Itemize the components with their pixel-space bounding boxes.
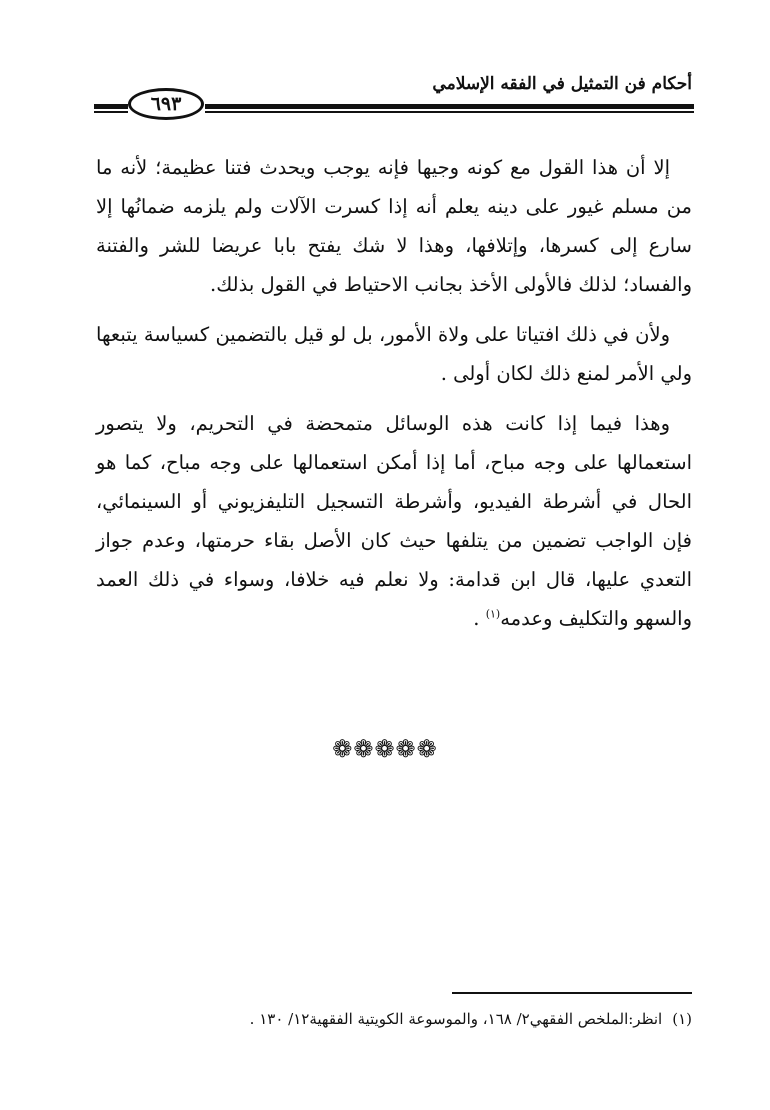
footnote-reference[interactable]: (١) (485, 607, 501, 621)
paragraph-text: وهذا فيما إذا كانت هذه الوسائل متمحضة في التحريم، ولا يتصور استعمالها على وجه مباح، أما إذا أمكن استعمالها على وجه مباح، كما هو الحال في أشرطة الفيديو، وأشرطة التسجيل التليفزيوني أو السينمائي، فإن الواجب تضمين من يتلفها حيث كان الأصل بقاء حرمتها، وعدم جواز التعدي عليها، قال ابن قدامة: ولا نعلم فيه خلافا، وسواء في ذلك العمد والسهو والتكليف وعدمه (96, 412, 692, 630)
paragraph (96, 404, 692, 638)
paragraph: إلا أن هذا القول مع كونه وجيها فإنه يوجب ويحدث فتنا عظيمة؛ لأنه ما من مسلم غيور على دينه يعلم أنه إذا كسرت الآلات ولم يلزمه ضمانُها إلا سارع إلى كسرها، وإتلافها، وهذا لا شك يفتح بابا عريضا للشر والفتنة والفساد؛ لذلك فالأولى الأخذ بجانب الاحتياط في القول بذلك. (96, 156, 692, 296)
footnote (150, 1010, 692, 1028)
footnote-separator (452, 992, 692, 994)
header-rule-thin (205, 111, 694, 113)
header-rule-left-thick (94, 104, 128, 109)
page-number: ٦٩٣ (128, 88, 204, 120)
paragraph: ولأن في ذلك افتياتا على ولاة الأمور، بل لو قيل بالتضمين كسياسة يتبعها ولي الأمر لمنع ذلك لكان أولى . (96, 323, 692, 385)
footnote-marker: (١) (672, 1010, 692, 1028)
header-rule-thick (205, 104, 694, 109)
header-rule-left-thin (94, 111, 128, 113)
running-header-title: أحكام فن التمثيل في الفقه الإسلامي (432, 74, 692, 94)
paragraph-trailing: . (473, 607, 486, 630)
footnote-text: انظر:الملخص الفقهي٢/ ١٦٨، والموسوعة الكويتية الفقهية١٢/ ١٣٠ . (249, 1010, 663, 1028)
main-text (96, 148, 692, 649)
section-ornament: ❁❁❁❁❁ (332, 735, 438, 763)
